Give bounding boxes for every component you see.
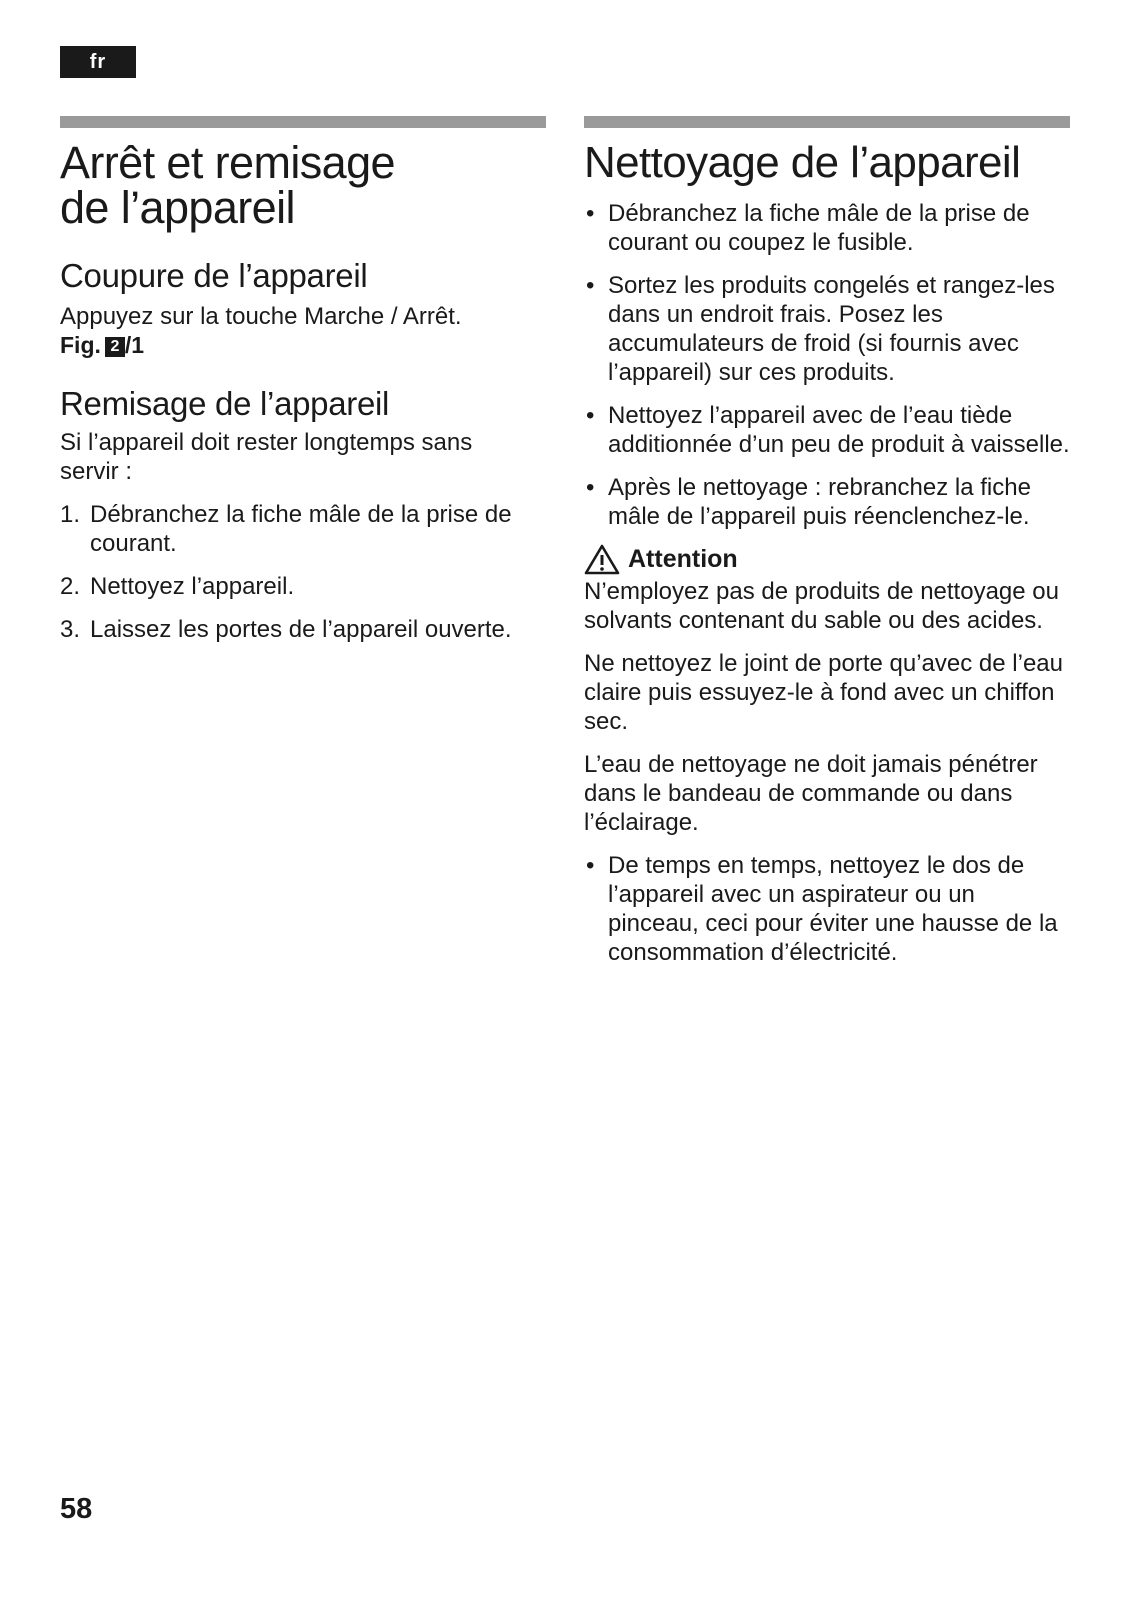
- page-number: 58: [60, 1493, 93, 1525]
- list-item: [584, 851, 1070, 967]
- list-item: [584, 473, 1070, 531]
- list-item: [60, 615, 546, 644]
- attention-paragraph: Ne nettoyez le joint de porte qu’avec de l’eau claire puis essuyez-le à fond avec un chiffon sec.: [584, 650, 1063, 735]
- attention-heading: [584, 543, 1070, 575]
- heading-remisage: Remisage de l’appareil: [60, 385, 390, 422]
- step-number: 2.: [60, 573, 81, 600]
- attention-title: Attention: [628, 545, 738, 573]
- warning-triangle-icon: [584, 543, 620, 575]
- attention-paragraph: N’employez pas de produits de nettoyage ou solvants contenant du sable ou des acides.: [584, 578, 1059, 634]
- step-text: Laissez les portes de l’appareil ouverte.: [90, 616, 512, 643]
- left-title-line-2: de l’appareil: [60, 182, 295, 233]
- bullet: •: [586, 852, 595, 879]
- section-rule: [60, 116, 546, 128]
- fig-suffix: /1: [124, 332, 145, 358]
- bullet-text: Sortez les produits congelés et rangez-les dans un endroit frais. Posez les accumulateurs de froid (si fournis avec l’appareil) sur ces produits.: [608, 272, 1055, 386]
- list-item: [584, 199, 1070, 257]
- fig-label: Fig.: [60, 332, 101, 358]
- fig-number-box: 2: [105, 337, 125, 357]
- cleaning-steps: [584, 199, 1070, 531]
- coupure-text: Appuyez sur la touche Marche / Arrêt.: [60, 303, 462, 330]
- attention-paragraph: L’eau de nettoyage ne doit jamais pénétrer dans le bandeau de commande ou dans l’éclairage.: [584, 751, 1038, 836]
- left-title-line-1: Arrêt et remisage: [60, 137, 395, 188]
- bullet: •: [586, 272, 595, 299]
- bullet: •: [586, 200, 595, 227]
- list-item: [584, 271, 1070, 387]
- bullet-text: De temps en temps, nettoyez le dos de l’appareil avec un aspirateur ou un pinceau, ceci pour éviter une hausse de la consommation d’électricité.: [608, 852, 1058, 966]
- remisage-steps: [60, 500, 546, 644]
- language-tab: fr: [60, 46, 136, 78]
- list-item: [60, 500, 546, 558]
- step-text: Nettoyez l’appareil.: [90, 573, 295, 600]
- maintenance-steps: [584, 851, 1070, 967]
- left-column: [60, 116, 546, 644]
- heading-coupure: Coupure de l’appareil: [60, 257, 368, 294]
- step-number: 3.: [60, 616, 81, 643]
- section-rule: [584, 116, 1070, 128]
- step-number: 1.: [60, 501, 81, 528]
- right-title: Nettoyage de l’appareil: [584, 138, 1021, 187]
- list-item: [60, 572, 546, 601]
- bullet-text: Débranchez la fiche mâle de la prise de courant ou coupez le fusible.: [608, 200, 1030, 256]
- remisage-intro: Si l’appareil doit rester longtemps sans servir :: [60, 429, 473, 485]
- left-title: [60, 137, 546, 233]
- list-item: [584, 401, 1070, 459]
- step-text: Débranchez la fiche mâle de la prise de courant.: [90, 501, 512, 557]
- bullet-text: Nettoyez l’appareil avec de l’eau tiède additionnée d’un peu de produit à vaisselle.: [608, 402, 1070, 458]
- figure-reference: [60, 331, 546, 360]
- bullet: •: [586, 474, 595, 501]
- bullet-text: Après le nettoyage : rebranchez la fiche mâle de l’appareil puis réenclenchez-le.: [608, 474, 1031, 530]
- bullet: •: [586, 402, 595, 429]
- right-column: [584, 116, 1070, 967]
